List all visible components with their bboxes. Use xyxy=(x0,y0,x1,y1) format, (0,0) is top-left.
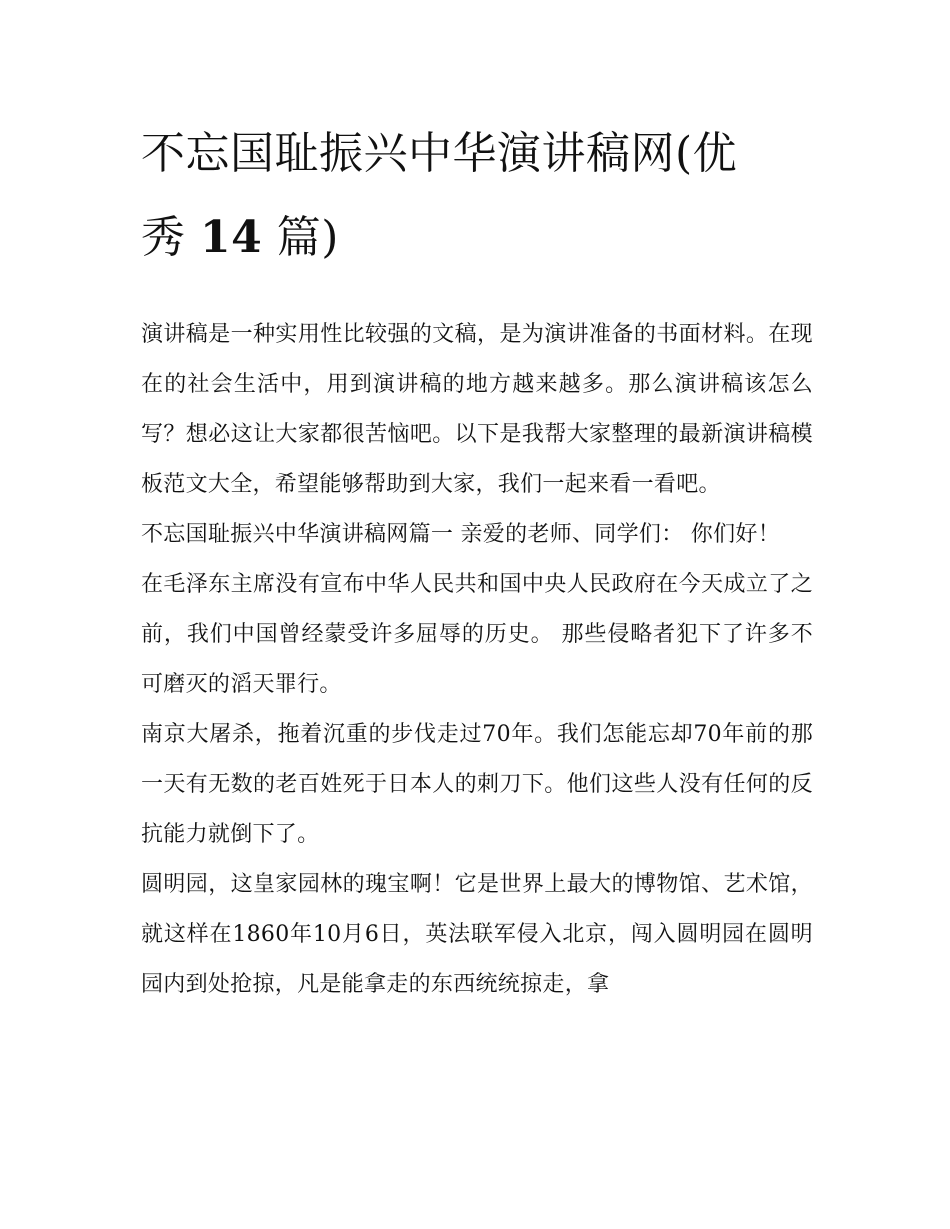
greeting-paragraph: 不忘国耻振兴中华演讲稿网篇一 亲爱的老师、同学们： 你们好！ xyxy=(141,522,780,547)
document-title xyxy=(141,112,813,280)
title-text-part2: 篇) xyxy=(276,212,339,263)
yuanmingyuan-paragraph: 圆明园，这皇家园林的瑰宝啊！它是世界上最大的博物馆、艺术馆，就这样在1860年10月6日，英法联军侵入北京，闯入圆明园在圆明园内到处抢掠，凡是能拿走的东西统统掠走，拿 xyxy=(141,872,813,997)
history-paragraph: 在毛泽东主席没有宣布中华人民共和国中央人民政府在今天成立了之前，我们中国曾经蒙受许多屈辱的历史。 那些侵略者犯下了许多不可磨灭的滔天罪行。 xyxy=(141,572,813,697)
document-body xyxy=(141,112,813,1010)
title-char-xiu: 秀 xyxy=(141,212,186,263)
intro-paragraph: 演讲稿是一种实用性比较强的文稿，是为演讲准备的书面材料。在现在的社会生活中，用到演讲稿的地方越来越多。那么演讲稿该怎么写？想必这让大家都很苦恼吧。以下是我帮大家整理的最新演讲稿模板范文大全，希望能够帮助到大家，我们一起来看一看吧。 xyxy=(141,322,813,497)
title-text-part1: 不忘国耻振兴中华演讲稿网(优 xyxy=(141,128,738,179)
title-number: 14 xyxy=(200,212,263,263)
nanjing-paragraph: 南京大屠杀，拖着沉重的步伐走过70年。我们怎能忘却70年前的那一天有无数的老百姓死于日本人的刺刀下。他们这些人没有任何的反抗能力就倒下了。 xyxy=(141,722,813,847)
